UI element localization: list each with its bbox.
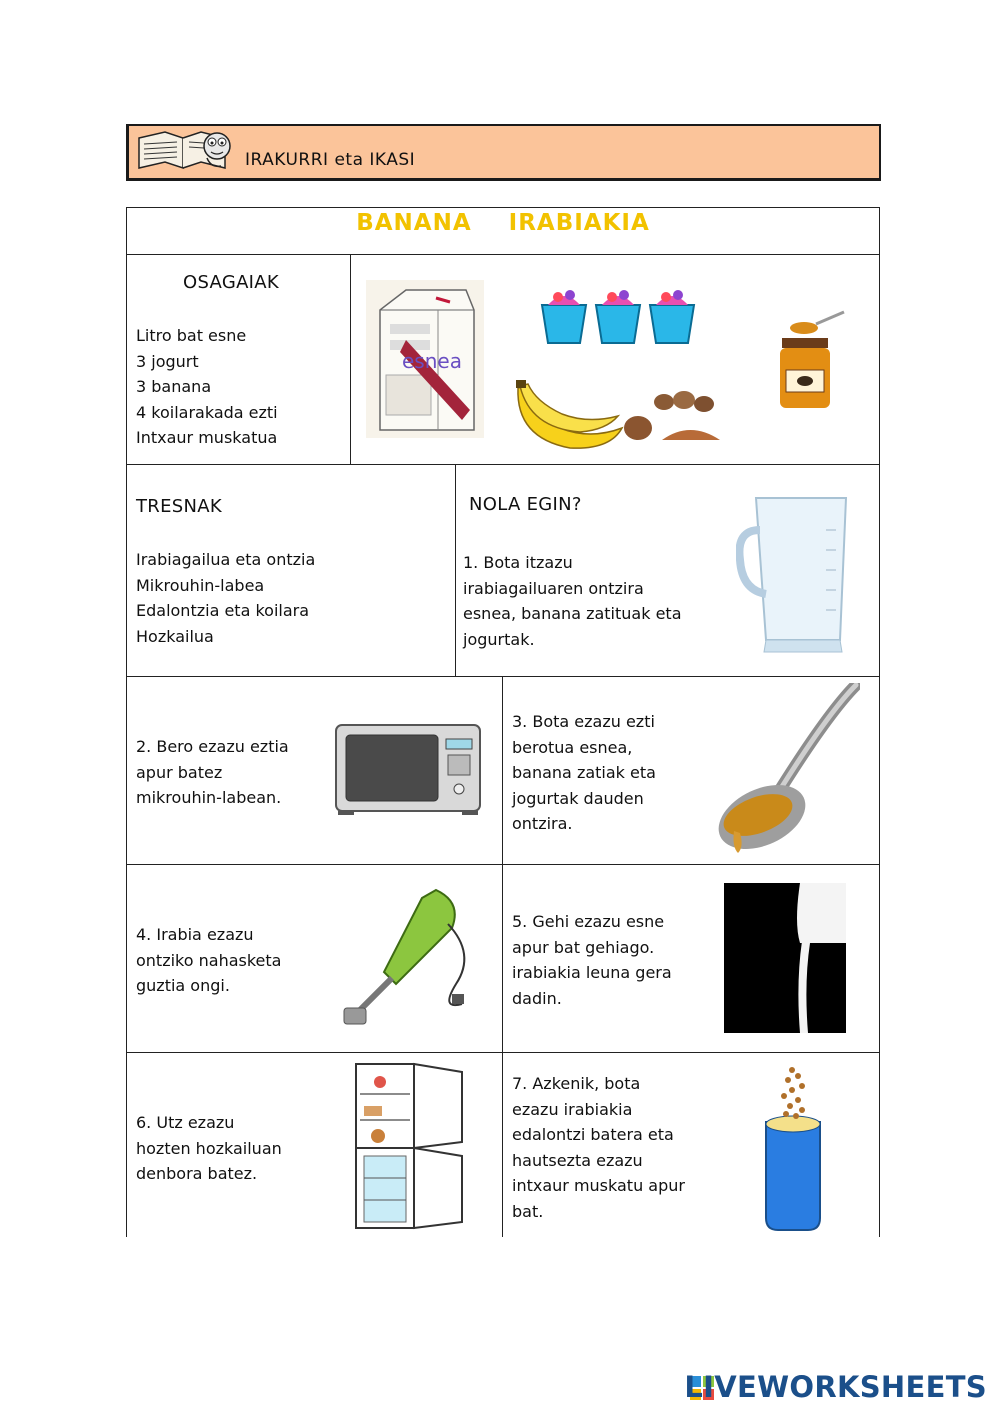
how-heading: NOLA EGIN?	[469, 494, 582, 515]
banner-title: IRAKURRI eta IKASI	[245, 150, 416, 170]
header-banner	[126, 124, 881, 181]
step-4-text: 4. Irabia ezazu ontziko nahasketa guztia ongi.	[136, 925, 282, 995]
step-3-text: 3. Bota ezazu ezti berotua esnea, banana zatiak eta jogurtak dauden ontzira.	[512, 712, 656, 833]
milk-carton-image	[366, 280, 484, 438]
yogurts-image	[538, 283, 698, 347]
refrigerator-image	[350, 1060, 468, 1234]
ingredients-list: Litro bat esne 3 jogurt 3 banana 4 koilarakada ezti Intxaur muskatua	[136, 326, 278, 447]
honey-spoon-image	[708, 683, 860, 859]
milk-label: esnea	[402, 349, 462, 373]
milk-pour-image	[724, 883, 846, 1033]
recipe-title: BANANA IRABIAKIA	[356, 210, 650, 236]
nutmeg-image	[622, 386, 722, 448]
tools-list: Irabiagailua eta ontzia Mikrouhin-labea Edalontzia eta koilara Hozkailua	[136, 550, 316, 646]
honey-jar-image	[776, 310, 848, 410]
bananas-image	[510, 378, 625, 456]
step-1-text: 1. Bota itzazu irabiagailuaren ontzira esnea, banana zatituak eta jogurtak.	[463, 553, 682, 649]
step-5-text: 5. Gehi ezazu esne apur bat gehiago. irabiakia leuna gera dadin.	[512, 912, 672, 1008]
step-2-text: 2. Bero ezazu eztia apur batez mikrouhin-labean.	[136, 737, 289, 807]
hand-blender-image	[336, 884, 480, 1032]
step-7-text: 7. Azkenik, bota ezazu irabiakia edalontzi batera eta hautsezta ezazu intxaur muskatu apur bat.	[512, 1074, 685, 1221]
tools-heading: TRESNAK	[136, 496, 222, 517]
blender-jug-image	[736, 490, 862, 660]
ingredients-heading: OSAGAIAK	[183, 272, 280, 293]
step-6-text: 6. Utz ezazu hozten hozkailuan denbora batez.	[136, 1113, 282, 1183]
microwave-image	[334, 723, 482, 817]
watermark-text: LIVEWORKSHEETS	[684, 1370, 987, 1404]
book-reader-icon	[135, 128, 235, 174]
glass-nutmeg-image	[762, 1062, 824, 1232]
